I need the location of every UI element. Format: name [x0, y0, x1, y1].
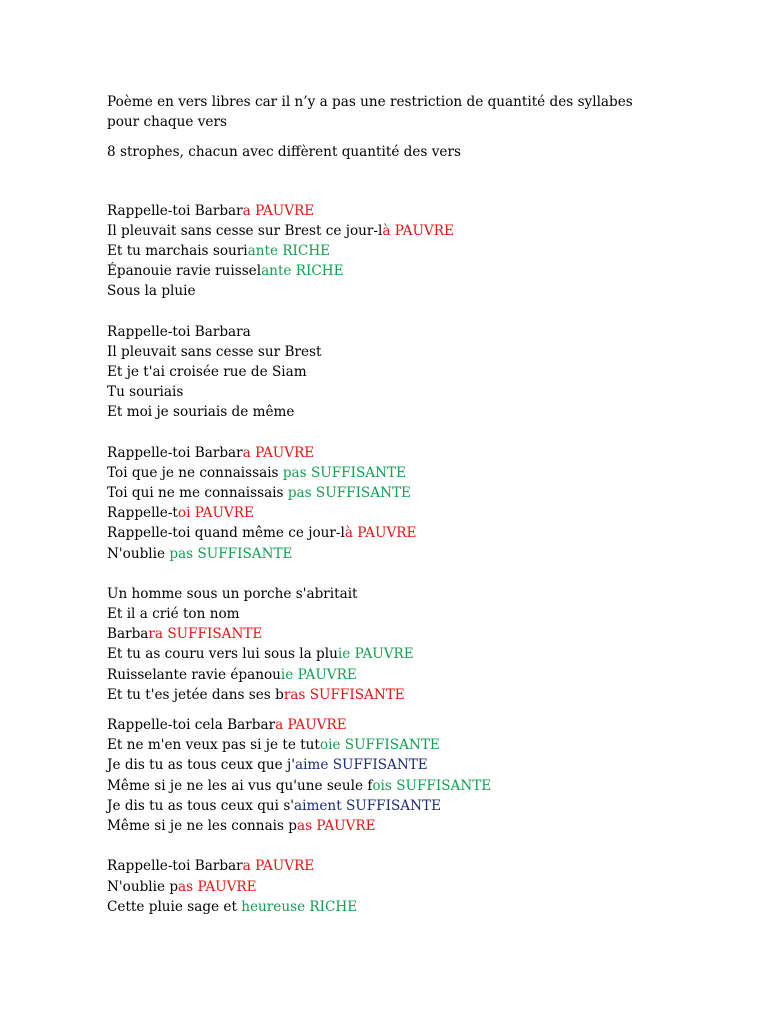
verse-text: Et tu as couru vers lui sous la plu	[107, 646, 338, 663]
verse-line	[107, 544, 667, 564]
verse-text: Rappelle-toi Barbar	[107, 444, 243, 461]
verse-line	[107, 776, 667, 796]
stanza	[107, 715, 667, 836]
verse-text: Épanouie ravie ruissel	[107, 263, 262, 280]
rhyme-annotation: aiment SUFFISANTE	[294, 797, 441, 814]
stanza	[107, 856, 667, 917]
verse-line	[107, 402, 667, 422]
verse-text: Même si je ne les ai vus qu'une seule f	[107, 777, 373, 794]
rhyme-annotation: a PAUVRE	[275, 717, 347, 734]
verse-text: Rappelle-t	[107, 505, 178, 522]
verse-text: Et il a crié ton nom	[107, 606, 240, 623]
intro	[107, 92, 667, 163]
rhyme-annotation: a PAUVRE	[242, 858, 315, 875]
verse-line	[107, 221, 667, 241]
verse-text: Rappelle-toi cela Barbar	[107, 717, 276, 734]
verse-text: N'oublie	[107, 545, 170, 562]
intro-line-verse-form: Poème en vers libres car il n’y a pas une restriction de quantité des syllabes pour chaque vers	[107, 94, 633, 131]
verse-line	[107, 685, 667, 705]
verse-text: Tu souriais	[107, 384, 184, 401]
verse-text: Et tu t'es jetée dans ses b	[107, 686, 284, 703]
rhyme-annotation: ras SUFFISANTE	[283, 686, 405, 703]
verse-text: Rappelle-toi Barbar	[107, 202, 243, 219]
verse-line	[107, 241, 667, 261]
verse-line	[107, 523, 667, 543]
verse-line	[107, 342, 667, 362]
rhyme-annotation: oi PAUVRE	[177, 505, 254, 522]
rhyme-annotation: à PAUVRE	[344, 525, 417, 542]
verse-line	[107, 624, 667, 644]
rhyme-annotation: ois SUFFISANTE	[372, 777, 492, 794]
verse-line	[107, 201, 667, 221]
verse-line	[107, 261, 667, 281]
verse-line	[107, 715, 667, 735]
rhyme-annotation: pas SUFFISANTE	[282, 464, 406, 481]
verse-text: Même si je ne les connais p	[107, 818, 298, 835]
verse-line	[107, 322, 667, 342]
rhyme-annotation: ra SUFFISANTE	[148, 626, 263, 643]
verse-line	[107, 443, 667, 463]
verse-text: Barba	[107, 626, 149, 643]
verse-line	[107, 281, 667, 301]
verse-line	[107, 897, 667, 917]
stanza	[107, 443, 667, 564]
verse-text: Et ne m'en veux pas si je te tut	[107, 737, 320, 754]
verse-text: N'oublie p	[107, 878, 179, 895]
verse-line	[107, 755, 667, 775]
stanza	[107, 201, 667, 302]
verse-text: Toi qui ne me connaissais	[107, 485, 288, 502]
verse-line	[107, 503, 667, 523]
verse-line	[107, 796, 667, 816]
verse-line	[107, 735, 667, 755]
rhyme-annotation: aime SUFFISANTE	[294, 757, 428, 774]
verse-text: Un homme sous un porche s'abritait	[107, 585, 358, 602]
rhyme-annotation: ante RICHE	[261, 263, 344, 280]
rhyme-annotation: ante RICHE	[247, 243, 331, 260]
intro-line-stanza-count: 8 strophes, chacun avec diffèrent quantité des vers	[107, 144, 461, 161]
verse-line	[107, 856, 667, 876]
verse-text: Et tu marchais souri	[107, 243, 248, 260]
verse-line	[107, 877, 667, 897]
verse-text: Et moi je souriais de même	[107, 404, 295, 421]
document-page	[107, 92, 667, 937]
verse-line	[107, 816, 667, 836]
verse-line	[107, 362, 667, 382]
rhyme-annotation: pas SUFFISANTE	[169, 545, 293, 562]
verse-text: Rappelle-toi Barbar	[107, 858, 243, 875]
verse-text: Rappelle-toi quand même ce jour-l	[107, 525, 345, 542]
rhyme-annotation: a PAUVRE	[242, 202, 315, 219]
verse-line	[107, 382, 667, 402]
rhyme-annotation: ie PAUVRE	[280, 666, 357, 683]
poem	[107, 201, 667, 917]
verse-text: Rappelle-toi Barbara	[107, 323, 251, 340]
rhyme-annotation: ie PAUVRE	[337, 646, 414, 663]
rhyme-annotation: à PAUVRE	[382, 222, 454, 239]
rhyme-annotation: pas SUFFISANTE	[287, 485, 411, 502]
rhyme-annotation: a PAUVRE	[242, 444, 315, 461]
rhyme-annotation: heureuse RICHE	[241, 898, 358, 915]
verse-line	[107, 483, 667, 503]
verse-text: Toi que je ne connaissais	[107, 464, 283, 481]
rhyme-annotation: as PAUVRE	[297, 818, 376, 835]
verse-line	[107, 665, 667, 685]
rhyme-annotation: oie SUFFISANTE	[319, 737, 440, 754]
stanza	[107, 322, 667, 423]
verse-line	[107, 584, 667, 604]
verse-text: Il pleuvait sans cesse sur Brest	[107, 343, 322, 360]
verse-text: Sous la pluie	[107, 283, 196, 300]
rhyme-annotation: as PAUVRE	[178, 878, 257, 895]
verse-line	[107, 463, 667, 483]
verse-text: Il pleuvait sans cesse sur Brest ce jour-l	[107, 222, 383, 239]
verse-text: Je dis tu as tous ceux que j'	[107, 757, 295, 774]
verse-text: Et je t'ai croisée rue de Siam	[107, 364, 307, 381]
verse-text: Ruisselante ravie épanou	[107, 666, 281, 683]
verse-line	[107, 644, 667, 664]
verse-line	[107, 604, 667, 624]
stanza	[107, 584, 667, 705]
verse-text: Cette pluie sage et	[107, 898, 242, 915]
verse-text: Je dis tu as tous ceux qui s'	[107, 797, 295, 814]
